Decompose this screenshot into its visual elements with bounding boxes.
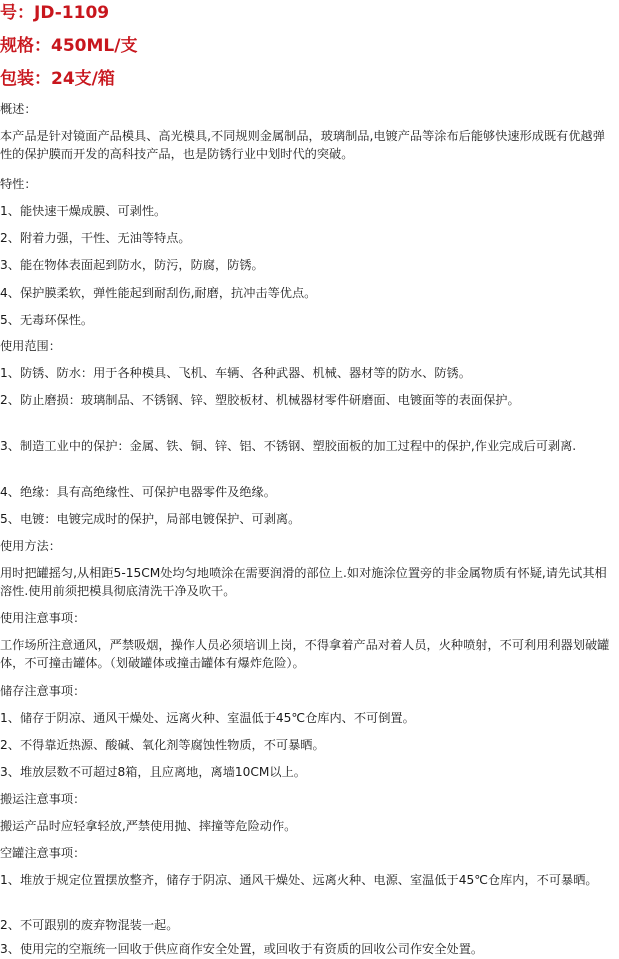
feature-item: 3、能在物体表面起到防水，防污，防腐，防锈。 <box>0 258 264 272</box>
overview-title: 概述： <box>0 102 37 116</box>
empty-can-item: 1、堆放于规定位置摆放整齐，储存于阴凉、通风干燥处、远离火种、电源、室温低于45℃仓库内，不可暴晒。 <box>0 873 598 887</box>
features-title: 特性： <box>0 177 37 191</box>
transport-body: 搬运产品时应轻拿轻放,严禁使用抛、摔撞等危险动作。 <box>0 819 297 833</box>
storage-title: 储存注意事项： <box>0 684 86 698</box>
storage-item: 2、不得靠近热源、酸碱、氧化剂等腐蚀性物质，不可暴晒。 <box>0 738 325 752</box>
usage-title: 使用方法： <box>0 539 61 553</box>
empty-can-title: 空罐注意事项： <box>0 846 86 860</box>
model-number: 号：JD-1109 <box>0 3 110 23</box>
feature-item: 5、无毒环保性。 <box>0 313 94 327</box>
empty-can-item: 2、不可跟别的废弃物混装一起。 <box>0 918 179 932</box>
overview-body: 本产品是针对镜面产品模具、高光模具,不同规则金属制品，玻璃制品,电镀产品等涂布后能够快速形成既有优越弹性的保护膜而开发的高科技产品，也是防锈行业中划时代的突破。 <box>0 129 605 161</box>
scope-title: 使用范围： <box>0 339 61 353</box>
scope-item: 3、制造工业中的保护：金属、铁、铜、锌、铝、不锈钢、塑胶面板的加工过程中的保护,作业完成后可剥离. <box>0 439 577 453</box>
empty-can-item: 3、使用完的空瓶统一回收于供应商作安全处置，或回收于有资质的回收公司作安全处置。 <box>0 942 484 956</box>
specification: 规格：450ML/支 <box>0 36 138 56</box>
scope-item: 4、绝缘：具有高绝缘性、可保护电器零件及绝缘。 <box>0 485 276 499</box>
feature-item: 4、保护膜柔软，弹性能起到耐刮伤,耐磨，抗冲击等优点。 <box>0 286 317 300</box>
packing: 包装：24支/箱 <box>0 69 115 89</box>
feature-item: 2、附着力强，干性、无油等特点。 <box>0 231 191 245</box>
scope-item: 2、防止磨损：玻璃制品、不锈钢、锌、塑胶板材、机械器材零件研磨面、电镀面等的表面保护。 <box>0 393 520 407</box>
usage-notes-body: 工作场所注意通风，严禁吸烟，操作人员必须培训上岗，不得拿着产品对着人员，火种喷射，不可利用利器划破罐体，不可撞击罐体。（划破罐体或撞击罐体有爆炸危险）。 <box>0 638 610 670</box>
scope-item: 5、电镀：电镀完成时的保护，局部电镀保护、可剥离。 <box>0 512 301 526</box>
storage-item: 3、堆放层数不可超过8箱，且应离地，离墙10CM以上。 <box>0 765 306 779</box>
usage-notes-title: 使用注意事项： <box>0 611 86 625</box>
feature-item: 1、能快速干燥成膜、可剥性。 <box>0 204 167 218</box>
transport-title: 搬运注意事项： <box>0 792 86 806</box>
usage-body: 用时把罐摇匀,从相距5-15CM处均匀地喷涂在需要润滑的部位上.如对施涂位置旁的非金属物质有怀疑,请先试其相溶性.使用前须把模具彻底清洗干净及吹干。 <box>0 566 607 598</box>
storage-item: 1、储存于阴凉、通风干燥处、远离火种、室温低于45℃仓库内、不可倒置。 <box>0 711 415 725</box>
scope-item: 1、防锈、防水：用于各种模具、飞机、车辆、各种武器、机械、器材等的防水、防锈。 <box>0 366 471 380</box>
